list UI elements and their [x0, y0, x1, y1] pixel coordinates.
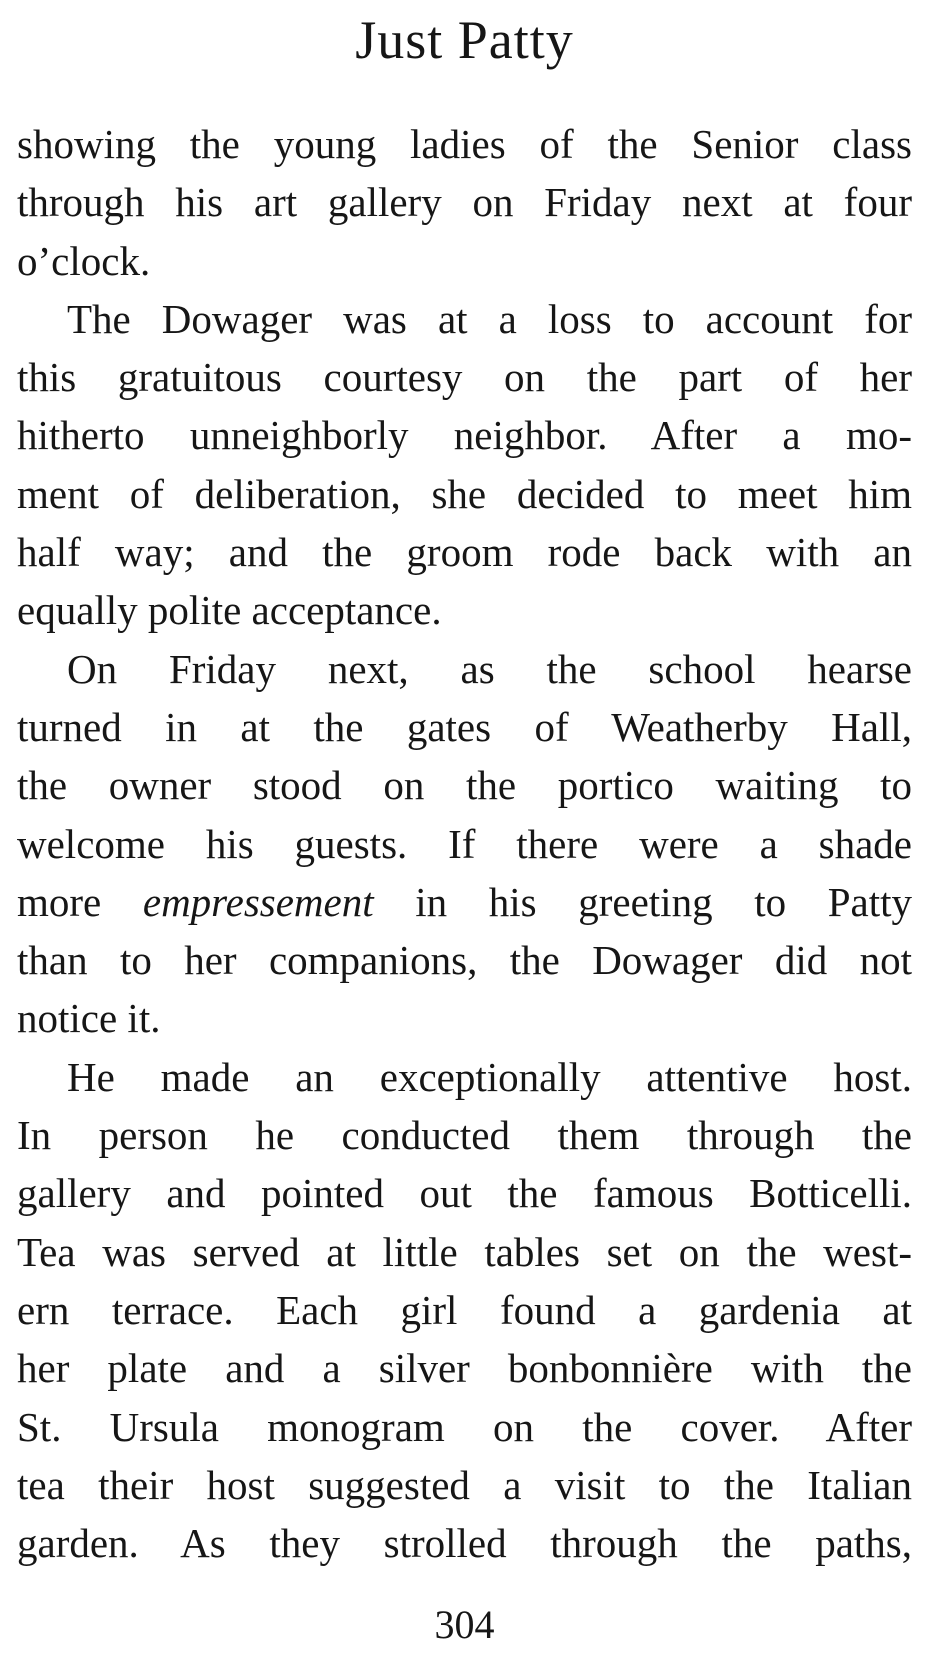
- text-line: this gratuitous courtesy on the part of her: [17, 354, 912, 401]
- text-line: turned in at the gates of Weatherby Hall,: [17, 703, 912, 750]
- text-line: notice it.: [17, 995, 161, 1042]
- text-line: garden. As they strolled through the paths,: [17, 1520, 912, 1567]
- running-title: Just Patty: [355, 10, 574, 70]
- text-line: St. Ursula monogram on the cover. After: [17, 1403, 912, 1450]
- page-number: 304: [434, 1602, 495, 1647]
- text-line: through his art gallery on Friday next at four: [17, 179, 912, 226]
- text-line: hitherto unneighborly neighbor. After a mo-: [17, 412, 912, 459]
- text-line: equally polite acceptance.: [17, 587, 442, 634]
- body-text: [17, 115, 912, 1572]
- text-line: On Friday next, as the school hearse: [67, 645, 912, 692]
- text-line: tea their host suggested a visit to the Italian: [17, 1461, 912, 1508]
- text-line: welcome his guests. If there were a shade: [17, 820, 912, 867]
- text-line: showing the young ladies of the Senior class: [17, 121, 912, 167]
- text-line: the owner stood on the portico waiting to: [17, 762, 912, 809]
- text-line: half way; and the groom rode back with an: [17, 529, 912, 576]
- italic-word: empressement: [142, 878, 374, 925]
- text-line: ment of deliberation, she decided to meet him: [17, 470, 912, 517]
- text-line: her plate and a silver bonbonnière with the: [17, 1345, 912, 1392]
- text-line: He made an exceptionally attentive host.: [67, 1053, 912, 1100]
- text-line: ern terrace. Each girl found a gardenia at: [17, 1286, 912, 1333]
- text-line: Tea was served at little tables set on the west-: [17, 1228, 912, 1275]
- text-line-with-italic: [17, 873, 912, 931]
- text-segment: in his greeting to Patty: [373, 878, 912, 925]
- text-line: o’clock.: [17, 237, 151, 284]
- text-segment: more: [17, 878, 143, 925]
- text-line: The Dowager was at a loss to account for: [67, 295, 912, 342]
- text-line: In person he conducted them through the: [17, 1112, 912, 1159]
- text-line: than to her companions, the Dowager did not: [17, 937, 912, 984]
- text-line: gallery and pointed out the famous Botticelli.: [17, 1170, 912, 1217]
